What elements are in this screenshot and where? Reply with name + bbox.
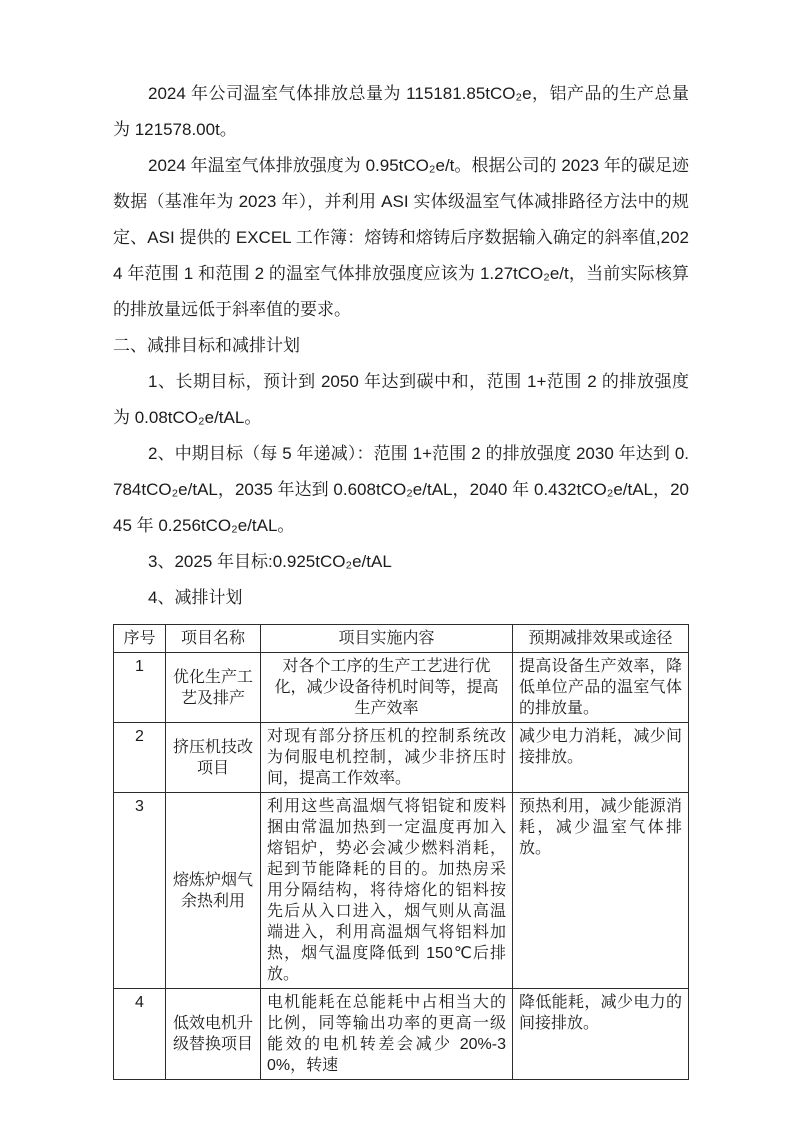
table-row: [114, 723, 689, 793]
table-header-no: 序号: [114, 625, 166, 653]
project-name: 优化生产工艺及排产: [166, 653, 261, 723]
expected-effect: 降低能耗，减少电力的间接排放。: [513, 989, 689, 1080]
paragraph-long-term-target: 1、长期目标，预计到 2050 年达到碳中和，范围 1+范围 2 的排放强度为 0.08tCO₂e/tAL。: [113, 372, 689, 427]
table-row: [114, 793, 689, 989]
project-name: 挤压机技改项目: [166, 723, 261, 793]
project-name: 熔炼炉烟气余热利用: [166, 793, 261, 989]
table-header-implementation: 项目实施内容: [261, 625, 513, 653]
expected-effect: 提高设备生产效率，降低单位产品的温室气体的排放量。: [513, 653, 689, 723]
row-number: 2: [114, 723, 166, 793]
table-row: [114, 989, 689, 1080]
table-header-expected-effect: 预期减排效果或途径: [513, 625, 689, 653]
table-header-project-name: 项目名称: [166, 625, 261, 653]
row-number: 3: [114, 793, 166, 989]
project-name: 低效电机升级替换项目: [166, 989, 261, 1080]
project-implementation: 对现有部分挤压机的控制系统改为伺服电机控制，减少非挤压时间，提高工作效率。: [261, 723, 513, 793]
paragraph-reduction-plan-label: 4、减排计划: [148, 588, 243, 607]
paragraph-mid-term-target: 2、中期目标（每 5 年递减）：范围 1+范围 2 的排放强度 2030 年达到 0.784tCO₂e/tAL，2035 年达到 0.608tCO₂e/tAL，2040 年 0.432tCO₂e/tAL，2045 年 0.256tCO₂e/tAL。: [113, 444, 689, 535]
paragraph-emission-intensity: 2024 年温室气体排放强度为 0.95tCO₂e/t。根据公司的 2023 年的碳足迹数据（基准年为 2023 年），并利用 ASI 实体级温室气体减排路径方法中的规定、ASI 提供的 EXCEL 工作簿：熔铸和熔铸后序数据输入确定的斜率值,2024 年范围 1 和范围 2 的温室气体排放强度应该为 1.27tCO₂e/t，当前实际核算的排放量远低于斜率值的要求。: [113, 156, 689, 319]
project-implementation: 电机能耗在总能耗中占相当大的比例，同等输出功率的更高一级能效的电机转差会减少 20%-30%，转速: [261, 989, 513, 1080]
row-number: 1: [114, 653, 166, 723]
expected-effect: 减少电力消耗，减少间接排放。: [513, 723, 689, 793]
expected-effect: 预热利用，减少能源消耗，减少温室气体排放。: [513, 793, 689, 989]
project-implementation: 利用这些高温烟气将铝锭和废料捆由常温加热到一定温度再加入熔铝炉，势必会减少燃料消耗，起到节能降耗的目的。加热房采用分隔结构，将待熔化的铝料按先后从入口进入，烟气则从高温端进入，利用高温烟气将铝料加热，烟气温度降低到 150℃后排放。: [261, 793, 513, 989]
project-implementation: 对各个工序的生产工艺进行优化，减少设备待机时间等，提高生产效率: [261, 653, 513, 723]
section-heading-reduction-targets: 二、减排目标和减排计划: [113, 336, 300, 355]
paragraph-2025-target: 3、2025 年目标:0.925tCO₂e/tAL: [148, 552, 392, 571]
table-row: [114, 653, 689, 723]
table-header-row: [114, 625, 689, 653]
row-number: 4: [114, 989, 166, 1080]
paragraph-total-emissions: 2024 年公司温室气体排放总量为 115181.85tCO₂e，铝产品的生产总量为 121578.00t。: [113, 84, 689, 139]
reduction-plan-table: [113, 624, 689, 1080]
document-content: [113, 76, 689, 1080]
